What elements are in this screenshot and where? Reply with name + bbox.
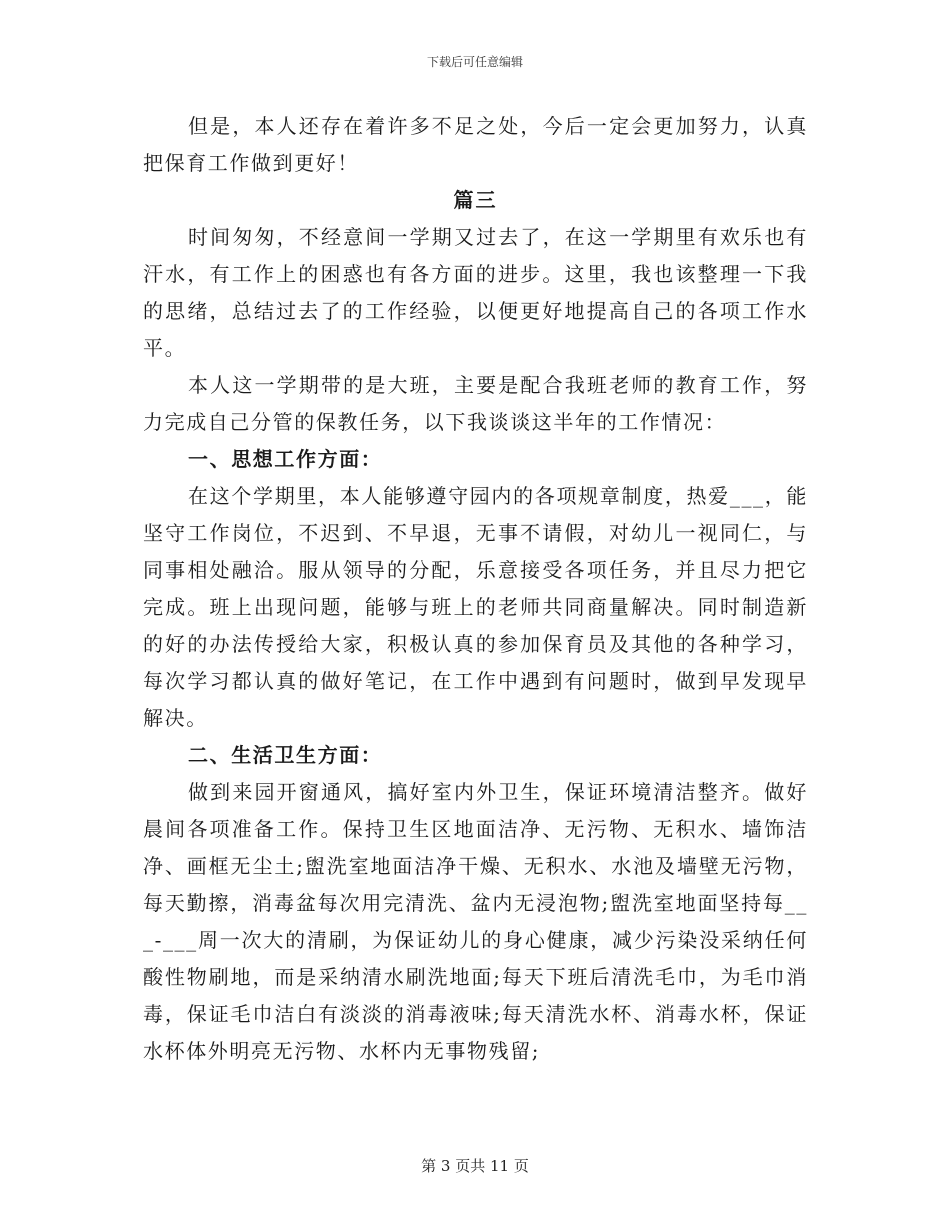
paragraph-2: 本人这一学期带的是大班，主要是配合我班老师的教育工作，努力完成自己分管的保教任务，以下我谈谈这半年的工作情况：: [143, 373, 808, 434]
paragraph-1: 时间匆匆，不经意间一学期又过去了，在这一学期里有欢乐也有汗水，有工作上的困惑也有各方面的进步。这里，我也该整理一下我的思绪，总结过去了的工作经验，以便更好地提高自己的各项工作水平。: [143, 225, 808, 360]
document-body: [143, 108, 808, 1070]
heading-life-hygiene: 二、生活卫生方面：: [188, 743, 383, 767]
section-title: 篇三: [453, 188, 498, 212]
heading-ideology-work: 一、思想工作方面：: [188, 447, 383, 471]
page-number: 第 3 页共 11 页: [421, 1157, 529, 1175]
intro-paragraph: 但是，本人还存在着许多不足之处，今后一定会更加努力，认真把保育工作做到更好！: [143, 114, 808, 175]
paragraph-3: 在这个学期里，本人能够遵守园内的各项规章制度，热爱___，能坚守工作岗位，不迟到、不早退，无事不请假，对幼儿一视同仁，与同事相处融洽。服从领导的分配，乐意接受各项任务，并且尽力把它完成。班上出现问题，能够与班上的老师共同商量解决。同时制造新的好的办法传授给大家，积极认真的参加保育员及其他的各种学习，每次学习都认真的做好笔记，在工作中遇到有问题时，做到早发现早解决。: [143, 484, 808, 730]
paragraph-4: 做到来园开窗通风，搞好室内外卫生，保证环境清洁整齐。做好晨间各项准备工作。保持卫生区地面洁净、无污物、无积水、墙饰洁净、画框无尘土;盥洗室地面洁净干燥、无积水、水池及墙壁无污物，每天勤擦，消毒盆每次用完清洗、盆内无浸泡物;盥洗室地面坚持每___-___周一次大的清刷，为保证幼儿的身心健康，减少污染没采纳任何酸性物刷地，而是采纳清水刷洗地面;每天下班后清洗毛巾，为毛巾消毒，保证毛巾洁白有淡淡的消毒液味;每天清洗水杯、消毒水杯，保证水杯体外明亮无污物、水杯内无事物残留;: [143, 780, 808, 1063]
page-header-note: 下载后可任意编辑: [426, 55, 523, 69]
